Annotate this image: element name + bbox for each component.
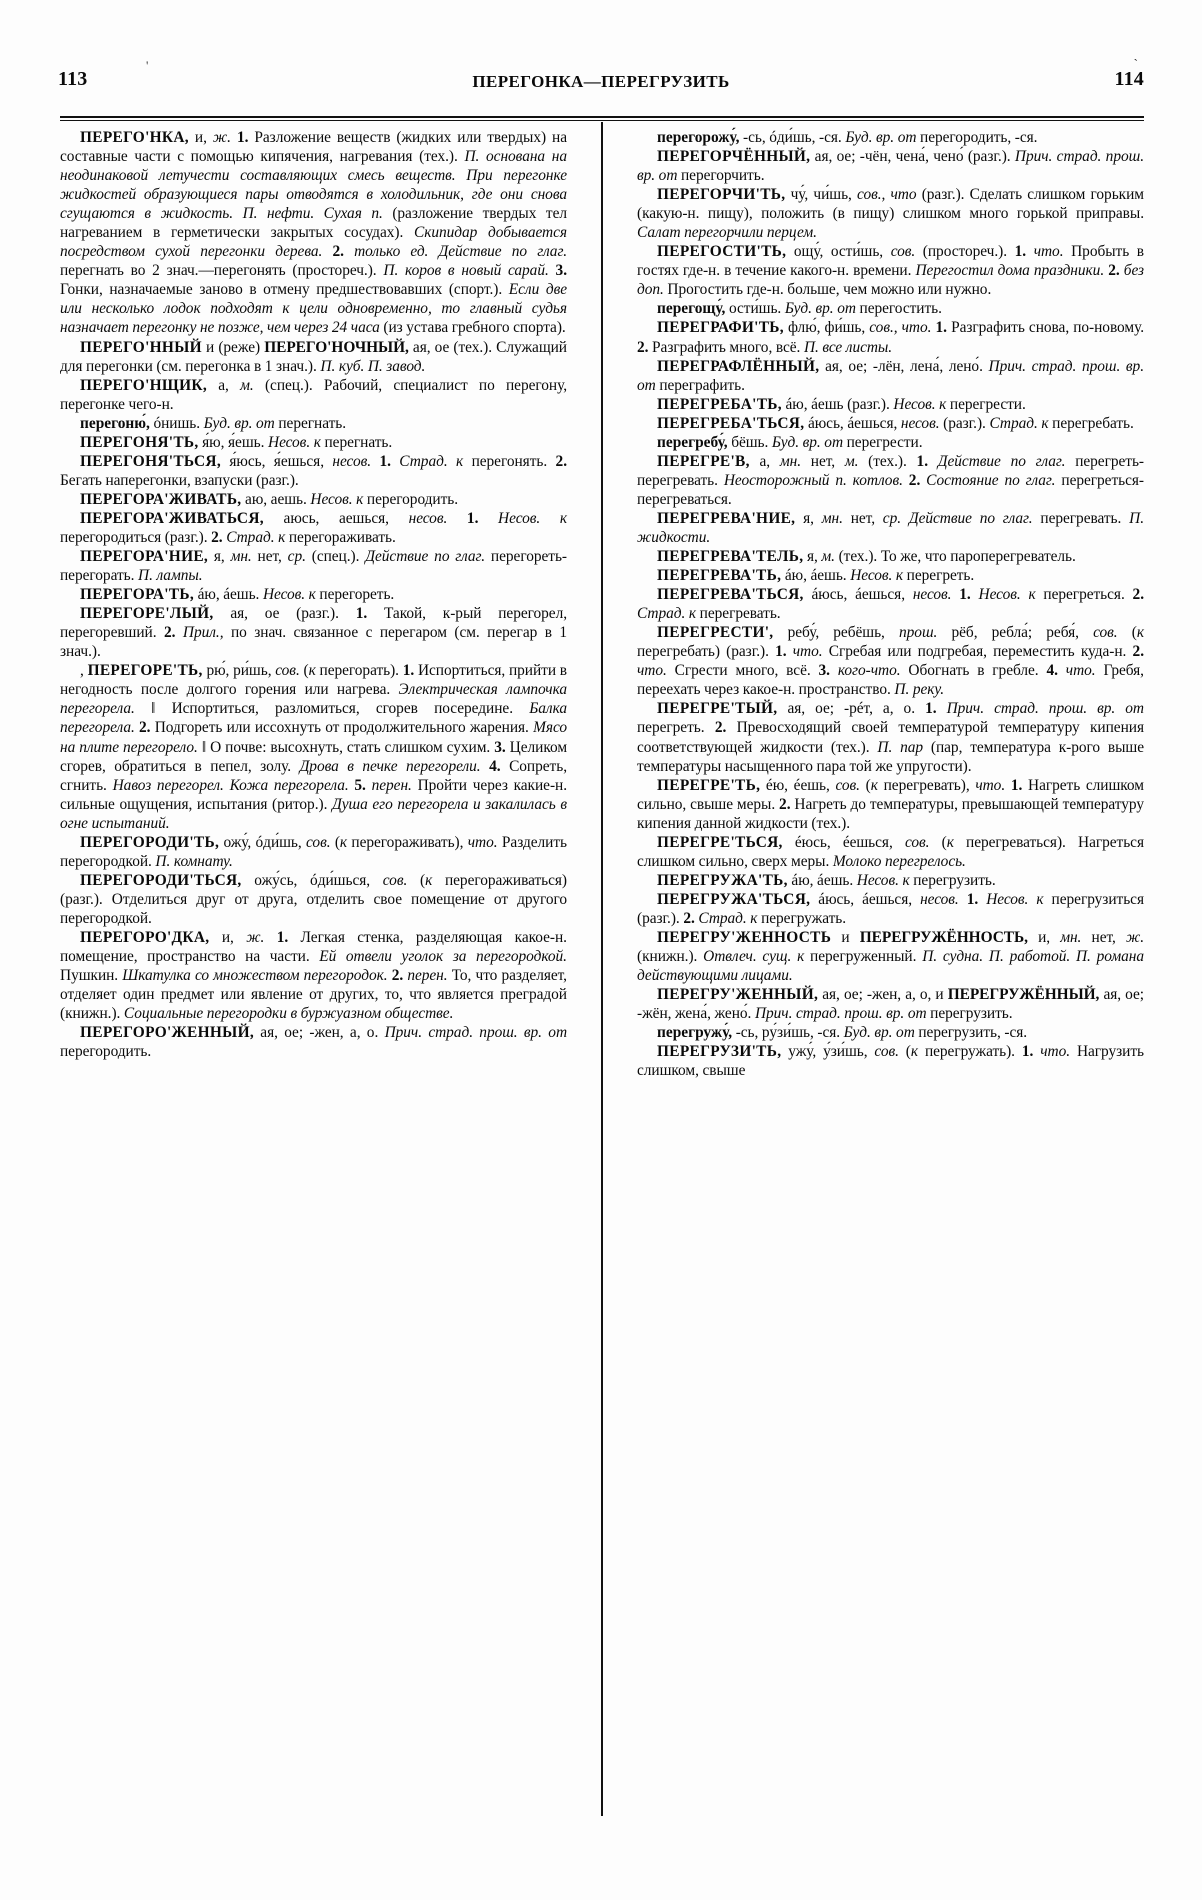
dictionary-entry <box>637 147 1144 185</box>
entry-headword: ПЕРЕГОНЯ'ТЬСЯ, <box>80 452 221 470</box>
dictionary-entry <box>637 414 1144 433</box>
page-columns <box>60 128 1144 1858</box>
entry-definition: и (реже) ПЕРЕГО'НОЧНЫЙ, ая, ое (тех.). Служащий для перегонки (см. перегонка в 1 знач.). П. куб. П. завод. <box>60 338 567 375</box>
dictionary-entry <box>60 376 567 414</box>
entry-headword: ПЕРЕГО'НКА, <box>80 129 189 146</box>
dictionary-entry <box>637 585 1144 623</box>
entry-headword: ПЕРЕГОРО'ДКА, <box>80 928 210 946</box>
entry-definition: ожу́сь, óди́шься, сов. (к перегораживаться) (разг.). Отделиться друг от друга, отделить свое помещение от другого перегородкой. <box>60 871 567 927</box>
entry-definition: я́ю, я́ешь. Несов. к перегнать. <box>198 433 393 451</box>
entry-headword: ПЕРЕГО'ННЫЙ <box>80 338 202 356</box>
entry-headword: ПЕРЕГРЕВА'ТЬ, <box>657 567 782 585</box>
header-rule-thin <box>60 120 1144 121</box>
dictionary-entry <box>637 547 1144 566</box>
dictionary-entry <box>637 357 1144 395</box>
entry-definition: ая, ое; -жен, а, о. Прич. страд. прош. вр. от перегородить. <box>60 1024 568 1061</box>
entry-headword: ПЕРЕГРУ'ЖЕННОСТЬ <box>657 928 832 946</box>
dictionary-entry <box>637 1023 1144 1042</box>
dictionary-entry <box>637 890 1144 928</box>
entry-definition: чу́, чи́шь, сов., что (разг.). Сделать слишком горьким (какую-н. пищу), положить (в пищу) слишком много горькой приправы. Салат перегорчили перцем. <box>637 186 1144 242</box>
folio-left: 113 <box>58 68 88 90</box>
entry-definition: ая, ое; -жен, а, о, и ПЕРЕГРУЖЁННЫЙ, ая, ое; -жён, жена́, жено́. Прич. страд. прош. вр. от перегрузить. <box>637 986 1144 1023</box>
entry-definition: а, м. (спец.). Рабочий, специалист по перегону, перегонке чего-н. <box>60 376 568 413</box>
entry-headword: ПЕРЕГРУЖА'ТЬ, <box>657 871 788 889</box>
running-head-title: ПЕРЕГОНКА—ПЕРЕГРУЗИТЬ <box>472 72 730 91</box>
entry-headword: ПЕРЕГРЕБА'ТЬ, <box>657 395 782 413</box>
dictionary-entry <box>60 547 567 585</box>
entry-headword: ПЕРЕГРЕ'В, <box>657 452 750 470</box>
entry-headword: ПЕРЕГРАФИ'ТЬ, <box>657 319 784 337</box>
dictionary-entry <box>60 604 567 661</box>
dictionary-entry <box>637 985 1144 1023</box>
dictionary-entry <box>637 433 1144 452</box>
entry-headword: ПЕРЕГРЕ'ТЬ, <box>657 776 761 794</box>
entry-headword: ПЕРЕГОСТИ'ТЬ, <box>657 243 787 261</box>
entry-headword: ПЕРЕГОРОДИ'ТЬСЯ, <box>80 871 242 889</box>
entry-headword: ПЕРЕГРУЗИ'ТЬ, <box>657 1043 782 1061</box>
dictionary-entry <box>60 509 567 547</box>
entry-definition: ощу́, ости́шь, сов. (простореч.). 1. что. Пробыть в гостях где-н. в течение какого-н. времени. Перегостил дома праздники. 2. без доп. Прогостить где-н. больше, чем можно или нужно. <box>637 243 1145 299</box>
dictionary-entry <box>60 414 567 433</box>
dictionary-entry <box>637 871 1144 890</box>
entry-headword: ПЕРЕГРЕВА'ТЬСЯ, <box>657 586 804 604</box>
dictionary-entry <box>637 928 1144 985</box>
entry-headword: ПЕРЕГОРЕ'ЛЫЙ, <box>80 605 214 623</box>
dictionary-entry <box>60 833 567 871</box>
entry-definition: и, ж. 1. Легкая стенка, разделяющая какое-н. помещение, пространство на части. Ей отвели уголок за перегородкой. Пушкин. Шкатулка со множеством перегородок. 2. перен. То, что разделяет, отделяет один предмет или явление от других, то, что является преградой (книжн.). Социальные перегородки в буржуазном обществе. <box>60 928 567 1023</box>
entry-headword: перегребу́, <box>657 433 728 451</box>
entry-definition: ая, ое; -лён, лена́, лено́. Прич. страд. прош. вр. от переграфить. <box>637 357 1144 394</box>
folio-right: 114 <box>1114 68 1144 90</box>
entry-headword: ПЕРЕГРЕ'ТЬСЯ, <box>657 833 783 851</box>
entry-definition: ая, ое; -чён, чена́, чено́ (разг.). Прич. страд. прош. вр. от перегорчить. <box>637 148 1144 185</box>
entry-headword: ПЕРЕГРЕВА'ТЕЛЬ, <box>657 548 804 566</box>
entry-definition: ая, ое; -рéт, а, о. 1. Прич. страд. прош. вр. от перегреть. 2. Превосходящий своей температурой температуру кипения соответствующей жидкости (тех.). П. пар (пар, температура к-рого выше температуры насыщенного пара той же упругости). <box>637 700 1144 775</box>
page-mark-right-icon: ` <box>1133 56 1138 71</box>
entry-headword: ПЕРЕГОРЧИ'ТЬ, <box>657 186 786 204</box>
entry-headword: ПЕРЕГОРЕ'ТЬ, <box>87 662 203 680</box>
dictionary-entry <box>60 433 567 452</box>
dictionary-entry <box>637 318 1144 356</box>
entry-headword: ПЕРЕГРУ'ЖЕННЫЙ, <box>657 986 819 1004</box>
entry-headword: ПЕРЕГРЕБА'ТЬСЯ, <box>657 414 805 432</box>
entry-headword: ПЕРЕГО'НЩИК, <box>80 376 208 394</box>
column-left <box>60 128 567 1858</box>
entry-definition: аюсь, аешься, несов. 1. Несов. к перегородиться (разг.). 2. Страд. к перегораживать. <box>60 509 567 546</box>
dictionary-entry <box>637 509 1144 547</box>
entry-headword: ПЕРЕГОРОДИ'ТЬ, <box>80 833 220 851</box>
entry-definition: áюсь, áешься, несов. (разг.). Страд. к перегребать. <box>804 414 1134 432</box>
dictionary-entry <box>60 490 567 509</box>
entry-headword: ПЕРЕГОРЧЁННЫЙ, <box>657 148 811 166</box>
dictionary-entry <box>60 661 567 832</box>
entry-definition: ости́шь. Буд. вр. от перегостить. <box>725 300 942 318</box>
entry-definition: бёшь. Буд. вр. от перегрести. <box>727 433 923 451</box>
entry-definition: éюсь, éешься, сов. (к перегреваться). Нагреться слишком сильно, сверх меры. Молоко перегрелось. <box>637 833 1144 870</box>
entry-definition: éю, éешь, сов. (к перегревать), что. 1. Нагреть слишком сильно, свыше меры. 2. Нагреть до температуры, превышающей температуру кипения данной жидкости (тех.). <box>637 776 1144 832</box>
entry-headword: перегоню́, <box>80 414 150 432</box>
dictionary-entry <box>637 452 1144 509</box>
entry-headword: ПЕРЕГРУЖА'ТЬСЯ, <box>657 890 811 908</box>
dictionary-entry <box>637 1042 1144 1080</box>
entry-headword: ПЕРЕГРЕСТИ', <box>657 624 774 642</box>
page-mark-left-icon: ' <box>146 58 149 73</box>
entry-headword: ПЕРЕГРЕВА'НИЕ, <box>657 509 796 527</box>
entry-headword: ПЕРЕГОРА'ЖИВАТЬСЯ, <box>80 509 264 527</box>
entry-definition: ая, ое (разг.). 1. Такой, к-рый перегорел, перегоревший. 2. Прил., по знач. связанное с перегаром (см. перегар в 1 знач.). <box>60 605 567 661</box>
entry-headword: ПЕРЕГОРА'ТЬ, <box>80 586 194 604</box>
entry-definition: áю, áешь. Несов. к перегрузить. <box>787 871 996 889</box>
entry-headword: перегружу́, <box>657 1024 733 1042</box>
entry-definition: ожу́, óди́шь, сов. (к перегораживать), что. Разделить перегородкой. П. комнату. <box>60 833 567 870</box>
dictionary-entry <box>637 699 1144 775</box>
entry-headword: ПЕРЕГОРА'ЖИВАТЬ, <box>80 490 242 508</box>
entry-headword: ПЕРЕГРЕ'ТЫЙ, <box>657 700 778 718</box>
dictionary-entry <box>60 871 567 928</box>
dictionary-entry <box>637 299 1144 318</box>
dictionary-entry <box>60 1023 567 1061</box>
dictionary-entry <box>637 395 1144 414</box>
entry-definition: аю, аешь. Несов. к перегородить. <box>241 490 459 508</box>
entry-definition: -сь, óди́шь, -ся. Буд. вр. от перегородить, -ся. <box>739 129 1038 146</box>
running-head <box>58 56 1144 94</box>
entry-headword: ПЕРЕГОРА'НИЕ, <box>80 548 209 566</box>
dictionary-entry <box>637 185 1144 242</box>
entry-headword: перегощу́, <box>657 300 726 318</box>
entry-definition: рю́, ри́шь, сов. (к перегорать). 1. Испортиться, прийти в негодность после долгого горения или нагрева. Электрическая лампочка перегорела. ‖ Испортиться, разломиться, сгорев посередине. Балка перегорела. 2. Подгореть или иссохнуть от продолжительного жарения. Мясо на плите перегорело. ‖ О почве: высохнуть, стать слишком сухим. 3. Целиком сгорев, обратиться в пепел, золу. Дрова в печке перегорели. 4. Сопреть, сгнить. Навоз перегорел. Кожа перегорела. 5. перен. Пройти через какие-н. сильные ощущения, испытания (ритор.). Душа его перегорела и закалилась в огне испытаний. <box>60 662 568 832</box>
entry-headword: ПЕРЕГРАФЛЁННЫЙ, <box>657 357 820 375</box>
dictionary-entry <box>60 928 567 1023</box>
entry-headword: ПЕРЕГОНЯ'ТЬ, <box>80 433 199 451</box>
dictionary-entry <box>637 242 1144 299</box>
entry-headword: ПЕРЕГОРО'ЖЕННЫЙ, <box>80 1024 254 1042</box>
dictionary-entry <box>637 776 1144 833</box>
dictionary-entry <box>60 452 567 490</box>
entry-definition: áю, áешь. Несов. к перегореть. <box>194 586 395 604</box>
entry-definition: и, ж. 1. Разложение веществ (жидких или твердых) на составные части с помощью кипячения, нагревания (тех.). П. основана на неодинаковой летучести составляющих смесь веществ. При перегонке жидкостей образующиеся пары отводятся в холодильник, где они снова сгущаются в жидкость. П. нефти. Сухая п. (разложение твердых тел нагреванием в герметически закрытых сосудах). Скипидар добывается посредством сухой перегонки дерева. 2. только ед. Действие по глаг. перегнать во 2 знач.—перегонять (простореч.). П. коров в новый сарай. 3. Гонки, назначаемые заново в отмену предшествовавших (спорт.). Если две или несколько лодок подходят к цели одновременно, то главный судья назначает перегонку не позже, чем через 24 часа (из устава гребного спорта). <box>60 129 568 337</box>
entry-definition: -сь, ру́зи́шь, -ся. Буд. вр. от перегрузить, -ся. <box>732 1024 1028 1042</box>
entry-definition: и ПЕРЕГРУЖЁННОСТЬ, и, мн. нет, ж. (книжн.). Отвлеч. сущ. к перегруженный. П. судна. П. работой. П. романа действующими лицами. <box>637 928 1145 985</box>
entry-definition: флю́, фи́шь, сов., что. 1. Разграфить снова, по-новому. 2. Разграфить много, всё. П. все листы. <box>637 319 1144 356</box>
column-right <box>637 128 1144 1858</box>
dictionary-entry <box>637 833 1144 871</box>
entry-definition: áюсь, áешься, несов. 1. Несов. к перегрузиться (разг.). 2. Страд. к перегружать. <box>637 890 1144 927</box>
entry-definition: óнишь. Буд. вр. от перегнать. <box>149 414 347 432</box>
dictionary-entry <box>637 128 1144 147</box>
dictionary-entry <box>637 623 1144 699</box>
entry-leading-mark: , <box>80 662 88 680</box>
entry-definition: а, мн. нет, м. (тех.). 1. Действие по глаг. перегреть-перегревать. Неосторожный п. котлов. 2. Состояние по глаг. перегреться-перегреваться. <box>637 452 1144 508</box>
entry-definition: áю, áешь. Несов. к перегреть. <box>781 567 975 585</box>
entry-definition: áю, áешь (разг.). Несов. к перегрести. <box>781 395 1026 413</box>
column-divider <box>567 128 637 1858</box>
dictionary-entry <box>60 128 567 338</box>
entry-definition: ужу́, у́зи́шь, сов. (к перегружать). 1. что. Нагрузить слишком, свыше <box>637 1043 1144 1080</box>
entry-definition: я, мн. нет, ср. (спец.). Действие по глаг. перегореть-перегорать. П. лампы. <box>60 548 567 585</box>
entry-definition: я, м. (тех.). То же, что пароперегреватель. <box>803 548 1076 566</box>
entry-definition: ребу́, ребёшь, прош. рёб, ребла́; ребя́, сов. (к перегребать) (разг.). 1. что. Сгребая или подгребая, переместить куда-н. 2. что. Сгрести много, всё. 3. кого-что. Обогнать в гребле. 4. что. Гребя, переехать через какое-н. пространство. П. реку. <box>637 624 1144 699</box>
entry-headword: перегорожу́, <box>657 129 740 146</box>
entry-definition: я́юсь, я́ешься, несов. 1. Страд. к перегонять. 2. Бегать наперегонки, взапуски (разг.). <box>60 452 567 489</box>
entry-definition: я, мн. нет, ср. Действие по глаг. перегревать. П. жидкости. <box>637 509 1144 546</box>
dictionary-entry <box>60 338 567 376</box>
dictionary-entry <box>637 566 1144 585</box>
dictionary-entry <box>60 585 567 604</box>
header-rule-thick <box>60 116 1144 118</box>
entry-definition: áюсь, áешься, несов. 1. Несов. к перегреться. 2. Страд. к перегревать. <box>637 586 1144 623</box>
